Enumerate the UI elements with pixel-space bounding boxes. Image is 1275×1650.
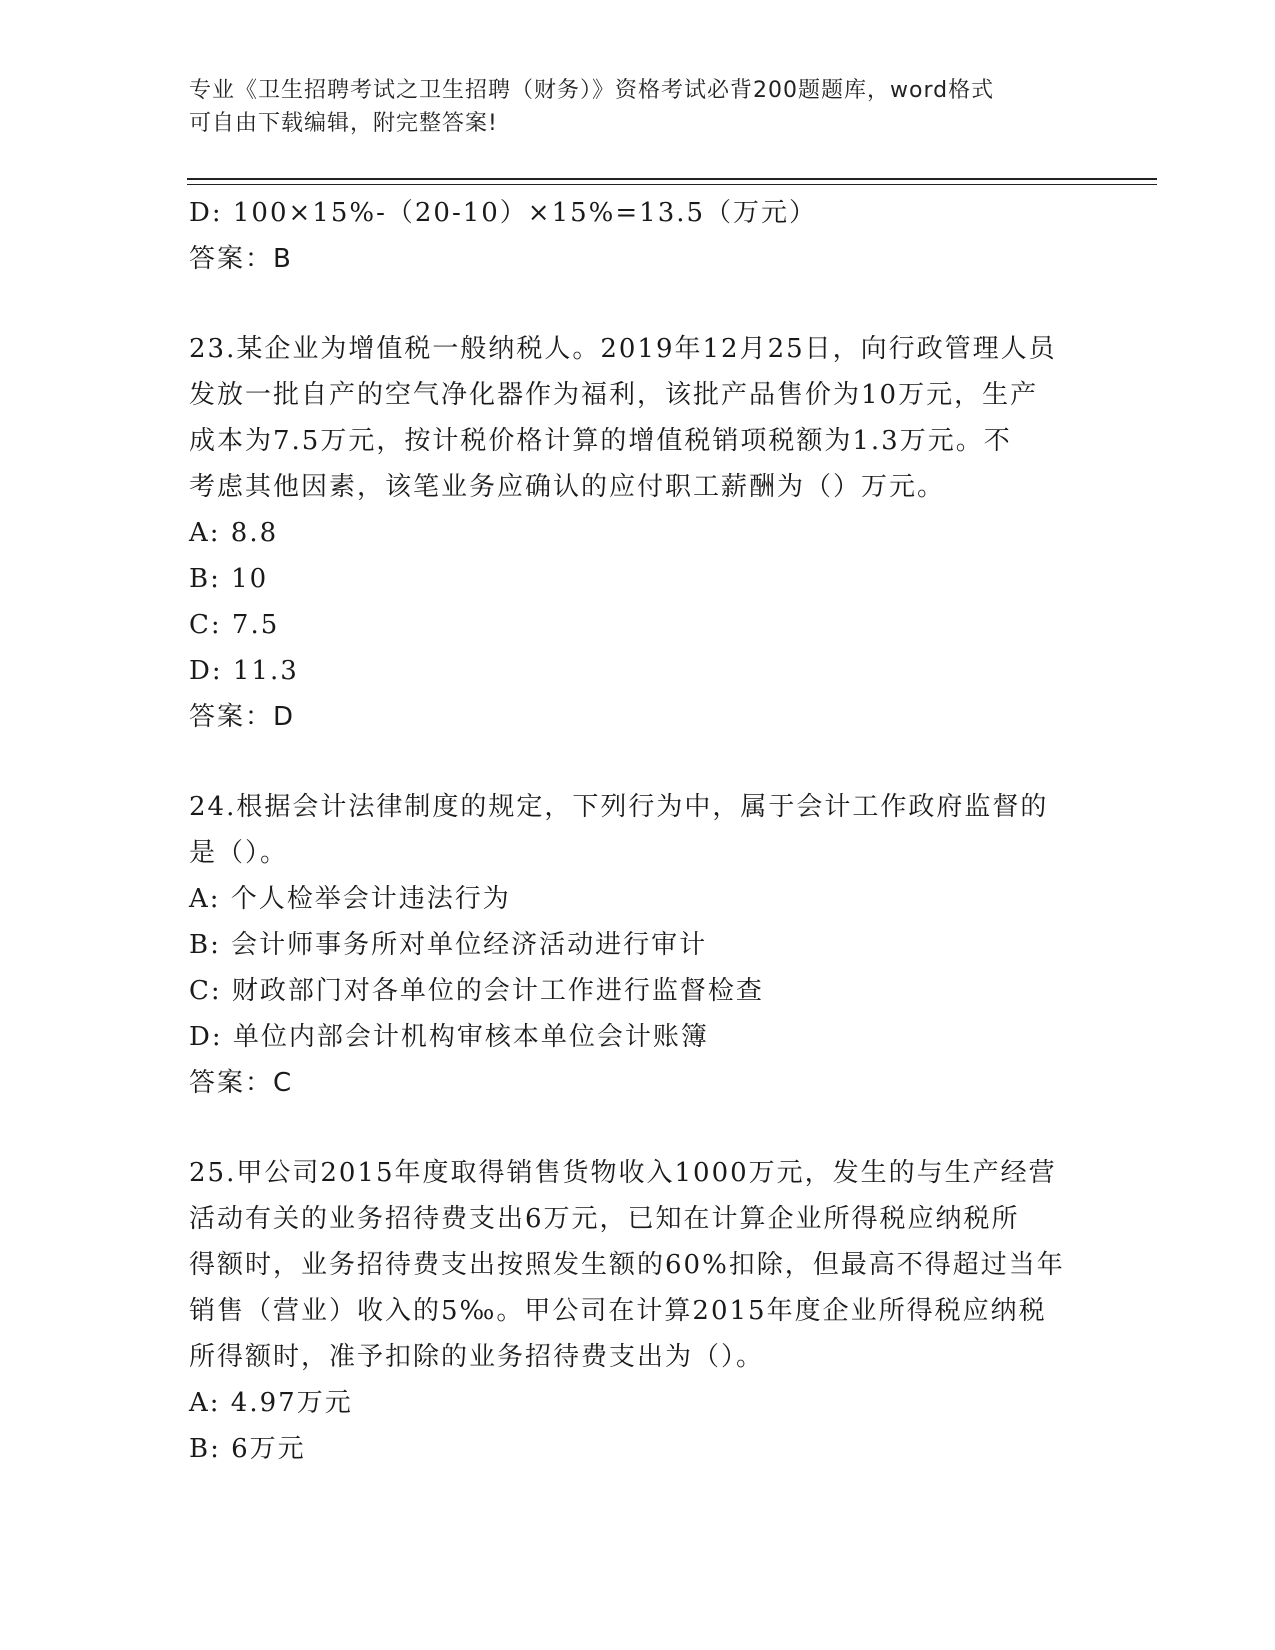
header-rule-thin bbox=[187, 184, 1157, 185]
question-23 bbox=[189, 326, 1089, 740]
question-stem-line: 发放一批自产的空气净化器作为福利，该批产品售价为10万元，生产 bbox=[189, 380, 1039, 410]
question-stem-line: 成本为7.5万元，按计税价格计算的增值税销项税额为1.3万元。不 bbox=[189, 426, 1012, 456]
question-22-tail bbox=[189, 190, 1089, 282]
answer-line: 答案：C bbox=[189, 1068, 294, 1098]
answer-line: 答案：D bbox=[189, 702, 296, 732]
question-stem-line: 是（）。 bbox=[189, 838, 289, 868]
option-b: B: 会计师事务所对单位经济活动进行审计 bbox=[189, 930, 708, 960]
option-c: C: 财政部门对各单位的会计工作进行监督检查 bbox=[189, 976, 764, 1006]
header-title-line-2: 可自由下载编辑，附完整答案! bbox=[189, 111, 498, 136]
option-b: B: 6万元 bbox=[189, 1434, 306, 1464]
header-rule-thick bbox=[187, 178, 1157, 180]
spacer bbox=[189, 1106, 1089, 1150]
option-d: D: 100×15%-（20-10）×15%=13.5（万元） bbox=[189, 198, 818, 228]
spacer bbox=[189, 740, 1089, 784]
question-stem-line: 销售（营业）收入的5‰。甲公司在计算2015年度企业所得税应纳税 bbox=[189, 1296, 1047, 1326]
question-stem-line: 活动有关的业务招待费支出6万元，已知在计算企业所得税应纳税所 bbox=[189, 1204, 1020, 1234]
question-stem-line: 考虑其他因素，该笔业务应确认的应付职工薪酬为（）万元。 bbox=[189, 472, 946, 502]
option-d: D: 单位内部会计机构审核本单位会计账簿 bbox=[189, 1022, 709, 1052]
question-stem-line: 25.甲公司2015年度取得销售货物收入1000万元，发生的与生产经营 bbox=[189, 1158, 1057, 1188]
page-header bbox=[189, 74, 1089, 140]
header-title-line-1: 专业《卫生招聘考试之卫生招聘（财务）》资格考试必背200题题库，word格式 bbox=[189, 78, 995, 103]
option-d: D: 11.3 bbox=[189, 656, 299, 686]
option-c: C: 7.5 bbox=[189, 610, 280, 640]
question-stem-line: 所得额时，准予扣除的业务招待费支出为（）。 bbox=[189, 1342, 765, 1372]
spacer bbox=[189, 282, 1089, 326]
question-stem-line: 24.根据会计法律制度的规定，下列行为中，属于会计工作政府监督的 bbox=[189, 792, 1049, 822]
question-24 bbox=[189, 784, 1089, 1106]
question-stem-line: 23.某企业为增值税一般纳税人。2019年12月25日，向行政管理人员 bbox=[189, 334, 1057, 364]
document-body bbox=[189, 190, 1089, 1472]
question-25 bbox=[189, 1150, 1089, 1472]
answer-line: 答案：B bbox=[189, 244, 293, 274]
option-b: B: 10 bbox=[189, 564, 269, 594]
option-a: A: 8.8 bbox=[189, 518, 279, 548]
option-a: A: 个人检举会计违法行为 bbox=[189, 884, 511, 914]
option-a: A: 4.97万元 bbox=[189, 1388, 353, 1418]
question-stem-line: 得额时，业务招待费支出按照发生额的60%扣除，但最高不得超过当年 bbox=[189, 1250, 1065, 1280]
